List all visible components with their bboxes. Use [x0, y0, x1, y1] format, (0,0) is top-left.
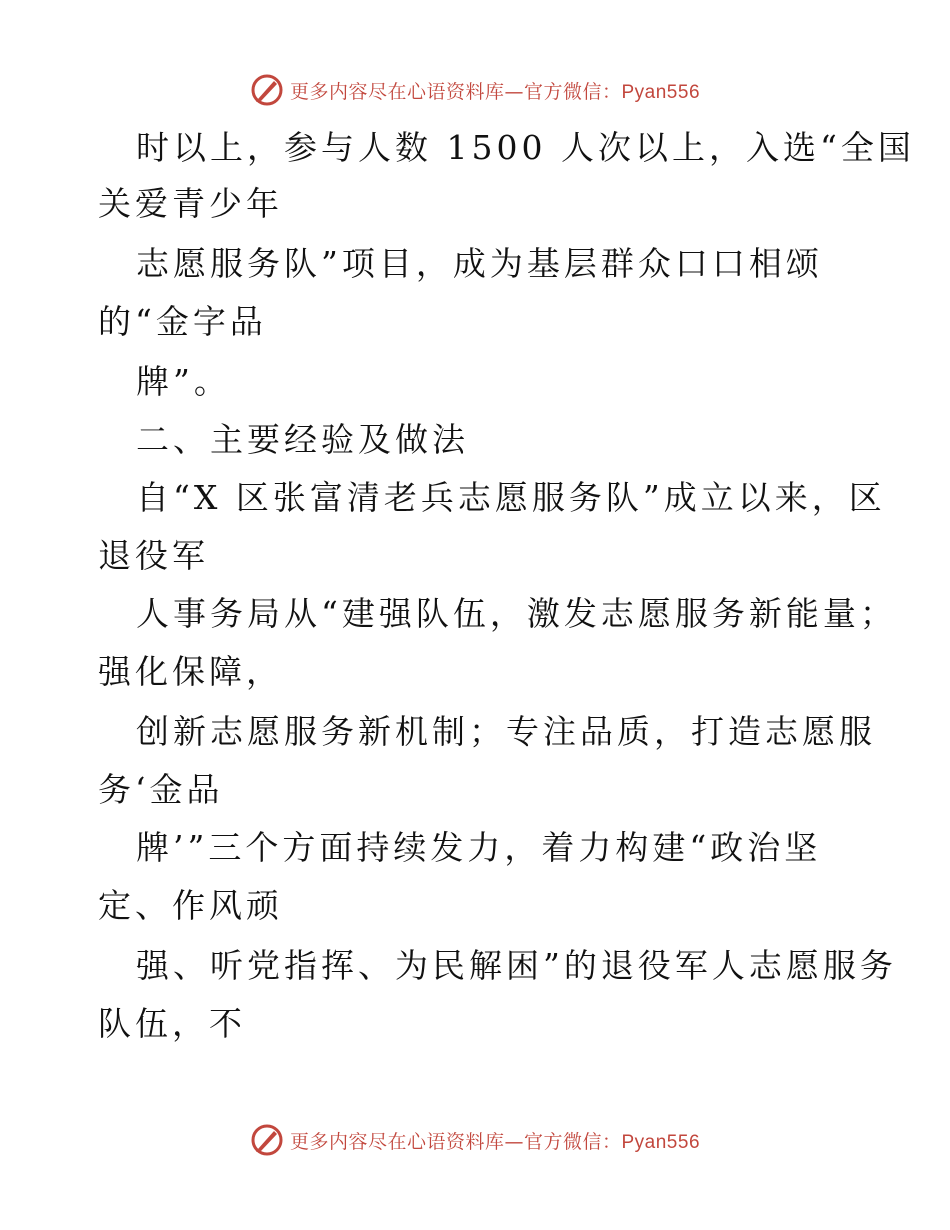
banner-text: [290, 1127, 700, 1154]
body-line: 牌’”三个方面持续发力，着力构建“政治坚: [136, 828, 822, 867]
banner-account-label: 官方微信：: [523, 1130, 622, 1153]
header-banner: [0, 70, 950, 110]
banner-separator: —: [504, 80, 524, 103]
section-heading: 二、主要经验及做法: [136, 420, 469, 459]
body-line: 定、作风顽: [98, 886, 283, 925]
body-line: 自“X 区张富清老兵志愿服务队”成立以来，区: [136, 478, 886, 517]
body-line: 队伍，不: [98, 1004, 246, 1043]
body-line: 关爱青少年: [98, 184, 283, 223]
quill-pen-logo-icon: [250, 73, 284, 107]
body-line: 强、听党指挥、为民解困”的退役军人志愿服务: [136, 946, 897, 985]
body-line: 创新志愿服务新机制；专注品质，打造志愿服: [136, 712, 876, 751]
body-line: 人事务局从“建强队伍，激发志愿服务新能量；: [136, 594, 897, 633]
banner-account: Pyan556: [621, 81, 701, 103]
body-line: 志愿服务队”项目，成为基层群众口口相颂: [136, 244, 823, 283]
body-line: 务‘金品: [98, 770, 224, 809]
body-line: 的“金字品: [98, 302, 267, 341]
banner-account: Pyan556: [621, 1131, 701, 1153]
banner-main-text: 更多内容尽在心语资料库: [289, 80, 505, 103]
banner-account-label: 官方微信：: [523, 80, 622, 103]
banner-separator: —: [504, 1130, 524, 1153]
quill-pen-logo-icon: [250, 1123, 284, 1157]
body-line: 牌”。: [136, 362, 231, 401]
body-line: 退役军: [98, 536, 209, 575]
body-line: 强化保障，: [98, 652, 283, 691]
banner-main-text: 更多内容尽在心语资料库: [289, 1130, 505, 1153]
banner-text: [290, 77, 700, 104]
body-line: 时以上，参与人数 1500 人次以上，入选“全国: [136, 128, 915, 167]
footer-banner: [0, 1120, 950, 1160]
